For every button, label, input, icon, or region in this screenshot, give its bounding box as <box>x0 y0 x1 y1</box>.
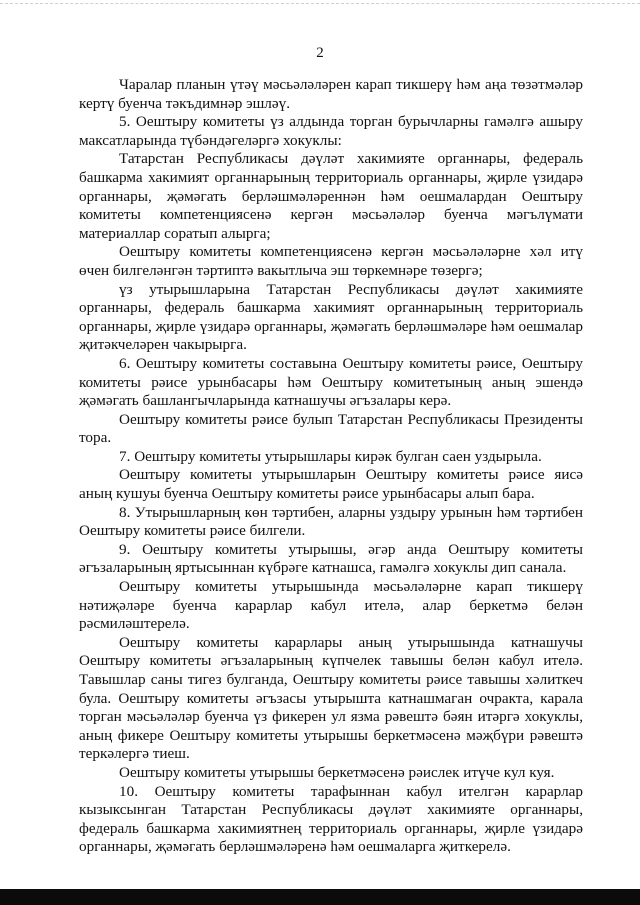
paragraph: үз утырышларына Татарстан Республикасы дәүләт хакимияте органнары, федераль башкарма хакимият органнарының территориаль органнары, җирле үзидарә органнары, җәмәгать берләшмәләре һәм оешмалар җитәкчеләрен чакырырга. <box>79 280 583 354</box>
page-top-edge <box>0 0 640 4</box>
paragraph: 6. Оештыру комитеты составына Оештыру комитеты рәисе, Оештыру комитеты рәисе урынбасары һәм Оештыру комитетының аның эшендә җәмәгать башлангычларында катнашучы әгъзалары керә. <box>79 354 583 410</box>
paragraph: 10. Оештыру комитеты тарафыннан кабул ителгән карарлар кызыксынган Татарстан Республикасы дәүләт хакимияте органнары, федераль башкарма хакимиятнең территориаль органнары, җирле үзидарә органнары, җәмәгать берләшмәләренә һәм оешмаларга җиткерелә. <box>79 782 583 856</box>
paragraph: Оештыру комитеты рәисе булып Татарстан Республикасы Президенты тора. <box>79 410 583 447</box>
paragraph: Оештыру комитеты утырышында мәсьәләләрне карап тикшерү нәтиҗәләре буенча карарлар кабул ителә, алар беркетмә белән рәсмиләштерелә. <box>79 578 583 633</box>
paragraph: 7. Оештыру комитеты утырышлары кирәк булган саен уздырыла. <box>119 447 542 465</box>
paragraph: Оештыру комитеты утырышы беркетмәсенә рәислек итүче кул куя. <box>119 763 555 781</box>
paragraph: Оештыру комитеты утырышларын Оештыру комитеты рәисе яисә аның кушуы буенча Оештыру комитеты рәисе урынбасары алып бара. <box>79 466 583 503</box>
paragraph: Оештыру комитеты карарлары аның утырышында катнашучы Оештыру комитеты әгъзаларының күпчелек тавышы белән кабул ителә. Тавышлар саны тигез булганда, Оештыру комитеты рәисе тавышы хәлиткеч була. Оештыру комитеты әгъзасы утырышта катнашмаган очракта, карала торган мәсьәләләр буенча үз фикерен ул язма рәвештә бәян итәргә хокуклы, аның фикере Оештыру комитеты утырышы беркетмәсенә мәҗбүри рәвештә теркәлергә тиеш. <box>79 633 583 763</box>
scan-bottom-edge <box>0 889 640 905</box>
paragraph: Оештыру комитеты компетенциясенә кергән мәсьәләләрне хәл итү өчен билгеләнгән тәртиптә вакытлыча эш төркемнәре төзергә; <box>79 243 583 279</box>
paragraph: Татарстан Республикасы дәүләт хакимияте органнары, федераль башкарма хакимият органнарының территориаль органнары, җирле үзидарә органнары, җәмәгать берләшмәләреннән һәм оешмалардан Оештыру комитеты компетенциясенә кергән мәсьәләләр буенча мәгълүмати материаллар соратып алырга; <box>79 150 583 242</box>
paragraph: 8. Утырышларның көн тәртибен, аларны уздыру урынын һәм тәртибен Оештыру комитеты рәисе билгели. <box>79 503 583 540</box>
page-number: 2 <box>316 45 324 61</box>
paragraph: Чаралар планын үтәү мәсьәләләрен карап тикшерү һәм аңа төзәтмәләр кертү буенча тәкъдимнәр эшләү. <box>79 76 583 112</box>
paragraph: 9. Оештыру комитеты утырышы, әгәр анда Оештыру комитеты әгъзаларының яртысыннан күбрәге катнашса, гамәлгә хокуклы дип санала. <box>79 540 583 577</box>
document-body <box>79 76 583 857</box>
paragraph: 5. Оештыру комитеты үз алдында торган бурычларны гамәлгә ашыру максатларында түбәндәгеләргә хокуклы: <box>79 113 583 149</box>
